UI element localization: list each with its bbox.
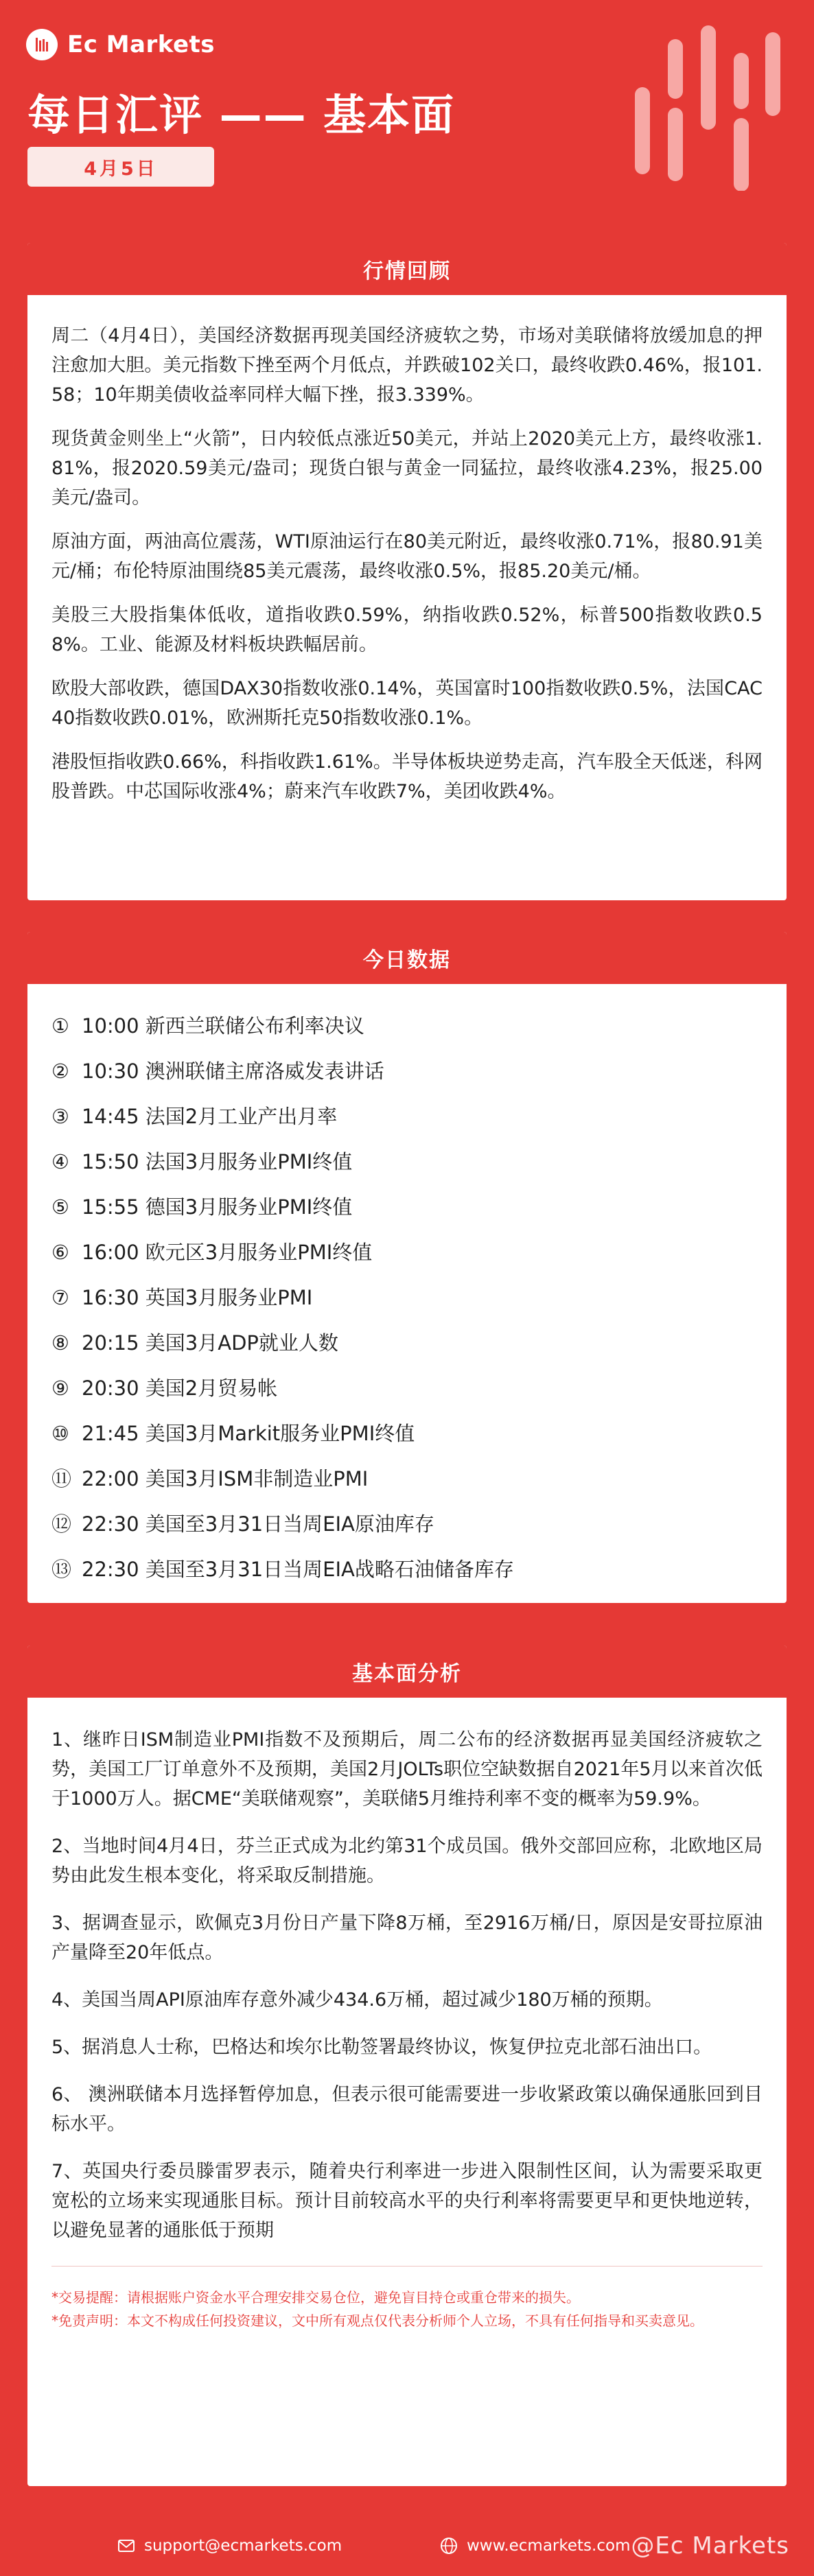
list-item	[51, 1419, 763, 1448]
item-text: 20:15 美国3月ADP就业人数	[82, 1331, 338, 1355]
item-text: 22:00 美国3月ISM非制造业PMI	[82, 1467, 369, 1490]
item-number: ⑧	[51, 1331, 69, 1355]
today-data-title: 今日数据	[27, 932, 787, 984]
header	[0, 0, 814, 206]
item-number: ⑥	[51, 1241, 69, 1264]
trading-reminder: *交易提醒：请根据账户资金水平合理安排交易仓位，避免盲目持仓或重仓带来的损失。	[51, 2289, 580, 2306]
item-text: 22:30 美国至3月31日当周EIA战略石油储备库存	[82, 1558, 514, 1581]
page-title: 每日汇评 —— 基本面	[27, 90, 456, 140]
item-number: ③	[51, 1105, 69, 1128]
item-number: ⑤	[51, 1195, 69, 1219]
ec-logo-icon	[26, 29, 58, 60]
mail-icon	[117, 2536, 136, 2555]
fundamental-analysis-title: 基本面分析	[27, 1646, 787, 1698]
email-text: support@ecmarkets.com	[144, 2537, 342, 2555]
analysis-paragraph: 4、美国当周API原油库存意外减少434.6万桶，超过减少180万桶的预期。	[51, 1989, 663, 2011]
list-item	[51, 1238, 763, 1267]
footer	[0, 2517, 814, 2576]
item-text: 22:30 美国至3月31日当周EIA原油库存	[82, 1512, 434, 1536]
footnotes	[51, 2266, 763, 2332]
review-paragraph: 美股三大股指集体低收，道指收跌0.59%，纳指收跌0.52%，标普500指数收跌0.58%。工业、能源及材料板块跌幅居前。	[51, 605, 763, 655]
list-item	[51, 1555, 763, 1584]
item-text: 15:55 德国3月服务业PMI终值	[82, 1195, 353, 1219]
globe-icon	[439, 2536, 458, 2555]
item-number: ④	[51, 1150, 69, 1173]
today-data-card	[27, 932, 787, 1603]
list-item	[51, 1510, 763, 1538]
website-text: www.ecmarkets.com	[467, 2537, 631, 2555]
list-item	[51, 1464, 763, 1493]
item-number: ①	[51, 1014, 69, 1038]
list-item	[51, 1374, 763, 1403]
list-item	[51, 1193, 763, 1221]
list-item	[51, 1057, 763, 1086]
disclaimer: *免责声明：本文不构成任何投资建议，文中所有观点仅代表分析师个人立场，不具有任何指导和买卖意见。	[51, 2312, 703, 2329]
analysis-paragraph: 1、继昨日ISM制造业PMI指数不及预期后，周二公布的经济数据再显美国经济疲软之势，美国工厂订单意外不及预期，美国2月JOLTs职位空缺数据自2021年5月以来首次低于1000万人。据CME“美联储观察”，美联储5月维持利率不变的概率为59.9%。	[51, 1729, 763, 1810]
item-text: 16:00 欧元区3月服务业PMI终值	[82, 1241, 373, 1264]
analysis-paragraph: 5、据消息人士称，巴格达和埃尔比勒签署最终协议，恢复伊拉克北部石油出口。	[51, 2037, 712, 2058]
analysis-paragraph: 7、英国央行委员滕雷罗表示，随着央行利率进一步进入限制性区间，认为需要采取更宽松的立场来实现通胀目标。预计目前较高水平的央行利率将需要更早和更快地逆转，以避免显著的通胀低于预期	[51, 2161, 763, 2241]
decorative-bars-icon	[629, 19, 787, 191]
item-text: 14:45 法国2月工业产出月率	[82, 1105, 338, 1128]
brand-logo	[26, 29, 215, 60]
analysis-paragraph: 6、 澳洲联储本月选择暂停加息，但表示很可能需要进一步收紧政策以确保通胀回到目标水平。	[51, 2084, 763, 2135]
item-text: 10:00 新西兰联储公布利率决议	[82, 1014, 364, 1038]
item-number: ⑪	[51, 1467, 72, 1490]
fundamental-analysis-card	[27, 1646, 787, 2486]
list-item	[51, 1147, 763, 1176]
list-item	[51, 1283, 763, 1312]
footer-website[interactable]	[439, 2536, 630, 2555]
item-text: 15:50 法国3月服务业PMI终值	[82, 1150, 353, 1173]
list-item	[51, 1328, 763, 1357]
brand-name: Ec Markets	[67, 31, 216, 58]
item-text: 10:30 澳洲联储主席洛威发表讲话	[82, 1059, 384, 1083]
market-review-title: 行情回顾	[27, 243, 787, 295]
market-review-card	[27, 243, 787, 900]
analysis-paragraph: 2、当地时间4月4日，芬兰正式成为北约第31个成员国。俄外交部回应称，北欧地区局势由此发生根本变化，将采取反制措施。	[51, 1836, 763, 1886]
item-number: ②	[51, 1059, 69, 1083]
item-number: ⑬	[51, 1558, 72, 1581]
review-paragraph: 港股恒指收跌0.66%，科指收跌1.61%。半导体板块逆势走高，汽车股全天低迷，科网股普跌。中芯国际收涨4%；蔚来汽车收跌7%，美团收跌4%。	[51, 751, 763, 802]
list-item	[51, 1011, 763, 1040]
item-number: ⑨	[51, 1377, 69, 1400]
item-text: 16:30 英国3月服务业PMI	[82, 1286, 313, 1309]
review-paragraph: 周二（4月4日），美国经济数据再现美国经济疲软之势，市场对美联储将放缓加息的押注愈加大胆。美元指数下挫至两个月低点，并跌破102关口，最终收跌0.46%，报101.58；10年期美债收益率同样大幅下挫，报3.339%。	[51, 325, 763, 406]
review-paragraph: 现货黄金则坐上“火箭”，日内较低点涨近50美元，并站上2020美元上方，最终收涨1.81%，报2020.59美元/盎司；现货白银与黄金一同猛拉，最终收涨4.23%，报25.00美元/盎司。	[51, 428, 763, 508]
analysis-paragraph: 3、据调查显示，欧佩克3月份日产量下降8万桶，至2916万桶/日，原因是安哥拉原油产量降至20年低点。	[51, 1912, 763, 1963]
review-paragraph: 欧股大部收跌，德国DAX30指数收涨0.14%，英国富时100指数收跌0.5%，法国CAC40指数收跌0.01%，欧洲斯托克50指数收涨0.1%。	[51, 678, 763, 729]
watermark: @Ec Markets	[631, 2532, 789, 2560]
date-badge: 4月5日	[27, 147, 214, 187]
item-number: ⑩	[51, 1422, 69, 1445]
item-text: 20:30 美国2月贸易帐	[82, 1377, 278, 1400]
footer-email[interactable]	[117, 2536, 342, 2555]
review-paragraph: 原油方面，两油高位震荡，WTI原油运行在80美元附近，最终收涨0.71%，报80.91美元/桶；布伦特原油围绕85美元震荡，最终收涨0.5%，报85.20美元/桶。	[51, 531, 763, 582]
list-item	[51, 1102, 763, 1131]
item-text: 21:45 美国3月Markit服务业PMI终值	[82, 1422, 415, 1445]
item-number: ⑦	[51, 1286, 69, 1309]
item-number: ⑫	[51, 1512, 72, 1536]
